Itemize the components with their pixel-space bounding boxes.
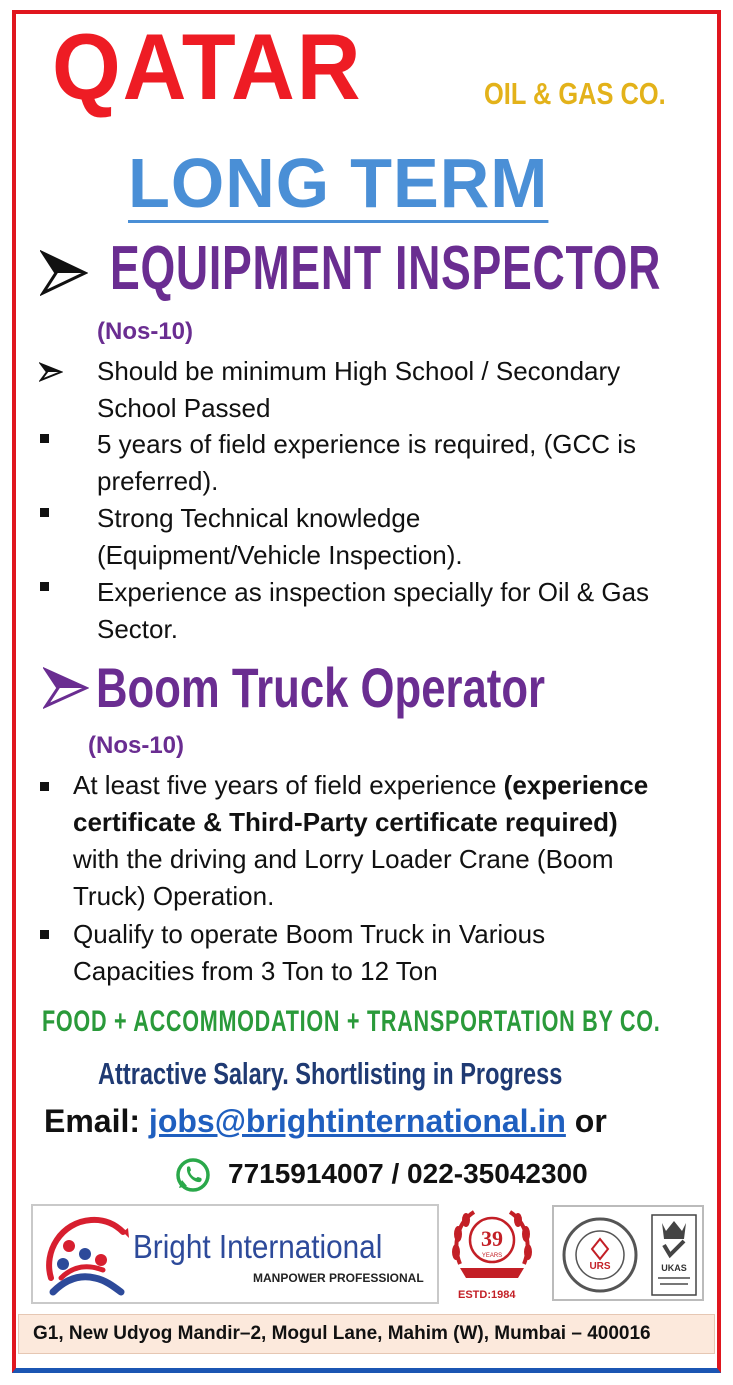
established-year: ESTD:1984: [458, 1289, 516, 1301]
arrow-bullet-icon: [43, 667, 89, 709]
phone-numbers: 7715914007 / 022-35042300: [228, 1158, 588, 1189]
arrow-bullet-icon: [40, 250, 88, 296]
headline-country: QATAR: [52, 14, 363, 119]
contract-term: LONG TERM: [128, 144, 549, 222]
whatsapp-icon: [170, 1155, 216, 1197]
email-suffix: or: [574, 1103, 607, 1139]
iso-certification-seal-icon: [560, 1215, 640, 1295]
requirement-line: with the driving and Lorry Loader Crane (Boom: [73, 844, 614, 874]
bullet-square: [40, 434, 49, 443]
badge-number: 39: [481, 1226, 503, 1251]
requirement-line: (Equipment/Vehicle Inspection).: [97, 540, 463, 570]
job-vacancy-count: (Nos-10): [88, 732, 185, 759]
requirement-bold-text: (experience: [503, 770, 649, 800]
job-title-boom-truck-operator: Boom Truck Operator: [96, 656, 546, 719]
office-address: G1, New Udyog Mandir–2, Mogul Lane, Mahim (W), Mumbai – 400016: [33, 1323, 651, 1344]
requirement-line: School Passed: [97, 393, 271, 423]
job-title-equipment-inspector: EQUIPMENT INSPECTOR: [110, 234, 662, 303]
requirement-bold-line: certificate & Third-Party certificate required): [73, 807, 618, 837]
bullet-square: [40, 508, 49, 517]
requirement-line: Truck) Operation.: [73, 881, 275, 911]
requirement-line: Should be minimum High School / Secondary: [97, 356, 621, 386]
email-line: [44, 1104, 607, 1139]
certification-box: [552, 1205, 704, 1301]
requirement-line: Experience as inspection specially for Oil & Gas: [97, 577, 650, 607]
badge-years: YEARS: [481, 1253, 503, 1259]
requirement-line: Sector.: [97, 614, 178, 644]
email-label: Email:: [44, 1103, 141, 1139]
job-vacancy-count: (Nos-10): [97, 318, 194, 345]
requirement-text: At least five years of field experience: [73, 770, 504, 800]
requirement-line: 5 years of field experience is required, (GCC is: [97, 429, 637, 459]
email-link[interactable]: jobs@brightinternational.in: [148, 1103, 566, 1139]
requirement-line: Capacities from 3 Ton to 12 Ton: [73, 956, 438, 986]
requirement-line: [73, 767, 648, 804]
requirement-line: Qualify to operate Boom Truck in Various: [73, 919, 546, 949]
brand-tagline: MANPOWER PROFESSIONAL: [253, 1271, 424, 1285]
ukas-accreditation-icon: [650, 1213, 698, 1297]
requirement-line: Strong Technical knowledge: [97, 503, 421, 533]
address-bar: [18, 1314, 715, 1354]
arrow-bullet-icon: [39, 362, 63, 382]
headline-company: OIL & GAS CO.: [484, 76, 666, 111]
company-logo-box: [31, 1204, 439, 1304]
cert-left-label: URS: [589, 1261, 611, 1272]
bullet-square: [40, 782, 49, 791]
salary-line: Attractive Salary. Shortlisting in Progress: [98, 1056, 563, 1091]
bullet-square: [40, 930, 49, 939]
requirement-line: preferred).: [97, 466, 219, 496]
company-logo-icon: [39, 1208, 135, 1302]
bullet-square: [40, 582, 49, 591]
brand-name: Bright International: [133, 1228, 383, 1265]
cert-right-label: UKAS: [661, 1263, 687, 1273]
benefits-line: FOOD + ACCOMMODATION + TRANSPORTATION BY CO.: [42, 1005, 661, 1038]
